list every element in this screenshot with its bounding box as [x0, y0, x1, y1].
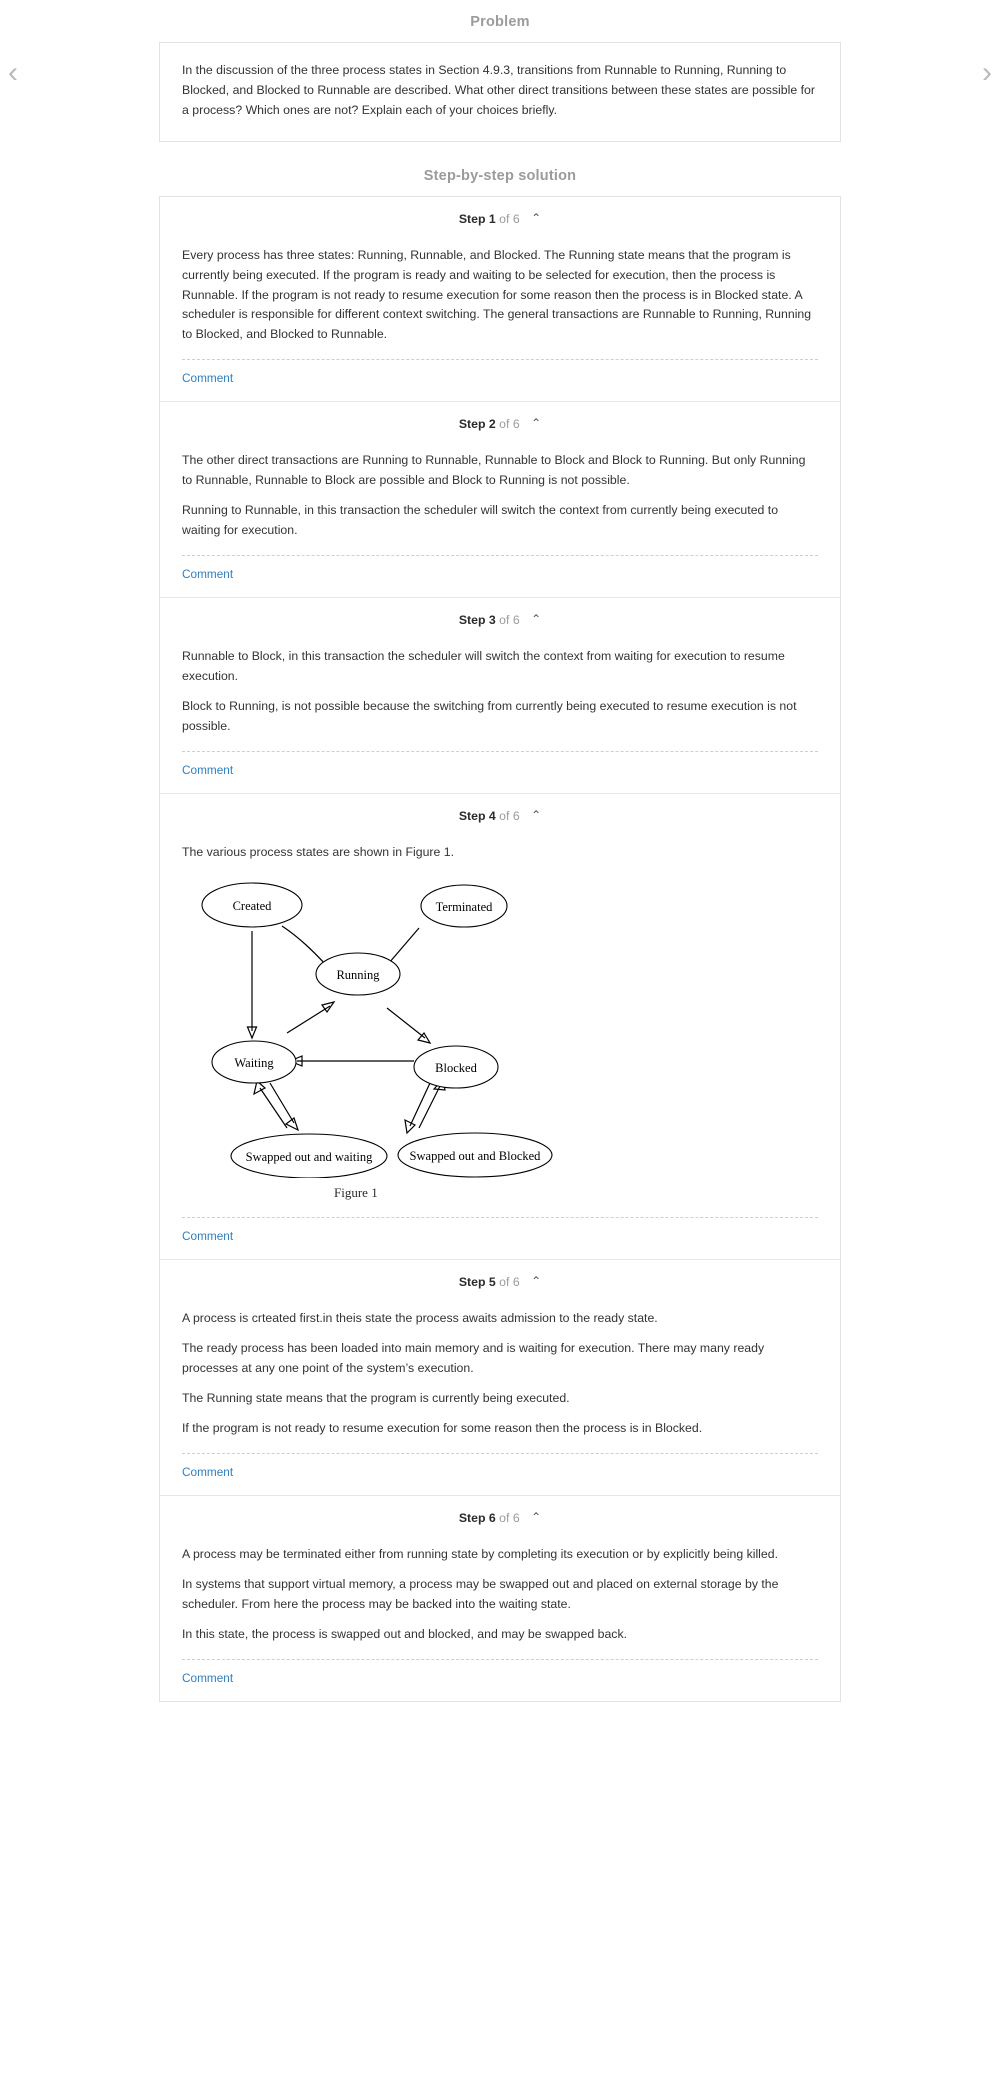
step-4-header[interactable]	[160, 794, 840, 835]
node-blocked	[414, 1046, 498, 1088]
step-2-body	[160, 443, 840, 541]
step-1-para-1: Every process has three states: Running, Runnable, and Blocked. The Running state means that the program is currently being executed. If the program is ready and waiting to be selected for execution, then the process is Runnable. If the program is not ready to resume execution for some reason then the process is in Blocked state. A scheduler is responsible for different context switching. The general transactions are Runnable to Running, Running to Blocked, and Blocked to Runnable.	[182, 247, 812, 342]
step-6	[160, 1496, 840, 1701]
chevron-up-icon[interactable]: ⌃	[531, 416, 542, 431]
step-1	[160, 197, 840, 403]
edge-running-blocked	[387, 1008, 425, 1038]
step-2-header[interactable]	[160, 402, 840, 443]
step-5-comment-link[interactable]: Comment	[182, 1464, 234, 1479]
step-3-label: Step 3	[458, 612, 496, 627]
step-6-header[interactable]	[160, 1496, 840, 1537]
step-4-of: of 6	[499, 808, 520, 823]
step-6-label: Step 6	[458, 1510, 496, 1525]
node-created	[202, 883, 302, 927]
figure-caption: Figure 1	[334, 1185, 378, 1201]
step-2-para-1: The other direct transactions are Running to Runnable, Runnable to Block and Block to Running. But only Running to Runnable, Runnable to Block are possible and Block to Running is not possible.	[182, 453, 806, 488]
problem-card	[159, 42, 841, 142]
solution-heading: Step-by-step solution	[423, 167, 577, 184]
step-2	[160, 402, 840, 598]
step-4-para-1: The various process states are shown in Figure 1.	[182, 844, 455, 859]
edge-running-waiting	[287, 1006, 330, 1033]
problem-heading: Problem	[470, 14, 530, 30]
step-6-of: of 6	[499, 1510, 520, 1525]
step-1-body	[160, 238, 840, 346]
node-terminated	[421, 885, 507, 927]
step-3-body	[160, 639, 840, 737]
step-5-para-4: If the program is not ready to resume execution for some reason then the process is in Blocked.	[182, 1421, 703, 1436]
step-4-comment-link[interactable]: Comment	[182, 1229, 234, 1244]
step-3-para-2: Block to Running, is not possible because the switching from currently being executed to resume execution is not possible.	[182, 698, 797, 733]
chevron-up-icon[interactable]: ⌃	[531, 210, 542, 225]
solution-page	[0, 14, 1000, 1742]
node-blocked-label: Blocked	[435, 1061, 477, 1076]
node-swapped-blocked-label: Swapped out and Blocked	[409, 1149, 541, 1164]
step-2-para-2: Running to Runnable, in this transaction the scheduler will switch the context from currently being executed to waiting for execution.	[182, 503, 779, 537]
edge-swapped-waiting-waiting	[260, 1088, 287, 1128]
step-5-header[interactable]	[160, 1260, 840, 1301]
step-6-para-3: In this state, the process is swapped out and blocked, and may be swapped back.	[182, 1626, 628, 1641]
steps-container	[159, 196, 841, 1702]
step-3-comment-link[interactable]: Comment	[182, 762, 234, 777]
step-4-body	[160, 835, 840, 1202]
step-1-of: of 6	[499, 211, 520, 226]
arrowhead-waiting-swapped	[286, 1118, 298, 1130]
chevron-up-icon[interactable]: ⌃	[531, 1509, 542, 1524]
arrowhead-blocked-swapped	[405, 1120, 415, 1133]
step-6-para-1: A process may be terminated either from running state by completing its execution or by explicitly being killed.	[182, 1546, 779, 1561]
step-1-header[interactable]	[160, 197, 840, 238]
node-swapped-waiting-label: Swapped out and waiting	[245, 1150, 373, 1165]
node-swapped-out-and-blocked	[398, 1133, 552, 1177]
node-terminated-label: Terminated	[435, 900, 493, 915]
node-waiting	[212, 1041, 296, 1083]
step-5-label: Step 5	[458, 1275, 496, 1290]
step-6-body	[160, 1537, 840, 1645]
edge-blocked-swapped-blocked	[410, 1083, 430, 1126]
step-5-body	[160, 1301, 840, 1439]
chevron-up-icon[interactable]: ⌃	[531, 611, 542, 626]
step-2-label: Step 2	[458, 417, 496, 432]
step-4-label: Step 4	[458, 808, 496, 823]
step-5-para-3: The Running state means that the program is currently being executed.	[182, 1391, 570, 1406]
step-4	[160, 794, 840, 1261]
step-6-para-2: In systems that support virtual memory, a process may be swapped out and placed on external storage by the scheduler. From here the process may be backed into the waiting state.	[182, 1576, 779, 1611]
node-swapped-out-and-waiting	[231, 1134, 387, 1178]
step-2-comment-link[interactable]: Comment	[182, 566, 234, 581]
step-5-para-1: A process is crteated first.in theis state the process awaits admission to the ready state.	[182, 1311, 658, 1326]
step-2-of: of 6	[499, 417, 520, 432]
step-5-of: of 6	[499, 1275, 520, 1290]
edge-created-running	[282, 926, 327, 966]
step-6-comment-link[interactable]: Comment	[182, 1670, 234, 1685]
problem-text: In the discussion of the three process states in Section 4.9.3, transitions from Runnable to Running, Running to Blocked, and Blocked to Runnable are described. What other direct transitions between these states are possible for a process? Which ones are not? Explain each of your choices briefly.	[182, 63, 815, 117]
edge-swapped-blocked-blocked	[419, 1086, 440, 1128]
node-created-label: Created	[232, 899, 272, 914]
step-5-para-2: The ready process has been loaded into main memory and is waiting for execution. There may many ready processes at any one point of the system’s execution.	[182, 1341, 765, 1376]
edge-waiting-swapped-waiting	[270, 1083, 294, 1123]
step-3-para-1: Runnable to Block, in this transaction the scheduler will switch the context from waiting for execution to resume execution.	[182, 648, 785, 683]
chevron-left-icon[interactable]: ‹	[8, 56, 18, 89]
step-3-header[interactable]	[160, 598, 840, 639]
step-3-of: of 6	[499, 612, 520, 627]
chevron-up-icon[interactable]: ⌃	[531, 807, 542, 822]
step-5	[160, 1260, 840, 1496]
step-1-comment-link[interactable]: Comment	[182, 371, 234, 386]
chevron-right-icon[interactable]: ›	[982, 56, 992, 89]
node-running-label: Running	[336, 968, 380, 983]
step-3	[160, 598, 840, 794]
chevron-up-icon[interactable]: ⌃	[531, 1274, 542, 1289]
step-1-label: Step 1	[458, 211, 496, 226]
node-running	[316, 953, 400, 995]
edge-terminated-running	[389, 928, 419, 963]
process-state-diagram	[182, 872, 818, 1201]
node-waiting-label: Waiting	[234, 1056, 274, 1071]
process-state-svg	[182, 878, 822, 1178]
